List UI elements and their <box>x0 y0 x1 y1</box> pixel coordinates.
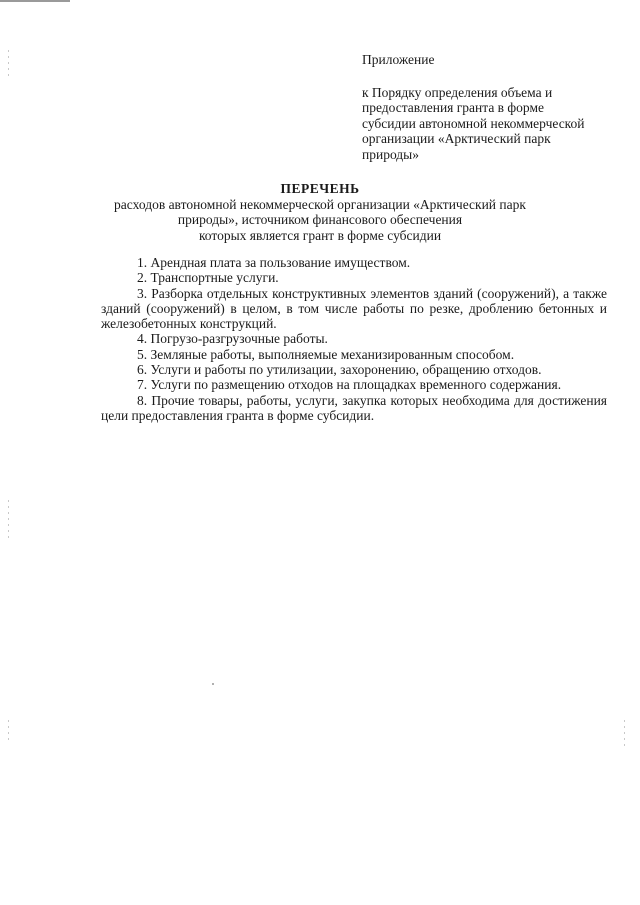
scan-edge-mark <box>0 0 70 2</box>
scan-edge-mark <box>624 720 625 750</box>
list-item: 7. Услуги по размещению отходов на площадках временного содержания. <box>137 377 562 393</box>
heading-title: ПЕРЕЧЕНЬ <box>280 181 360 196</box>
heading-subtitle: расходов автономной некоммерческой организации «Арктический парк природы», источником финансового обеспечения которых является грант в форме субсидии <box>114 196 526 243</box>
list-item: 4. Погрузо-разгрузочные работы. <box>137 331 328 347</box>
list-item: 3. Разборка отдельных конструктивных элементов зданий (сооружений), а также зданий (сооружений) в целом, в том числе работы по резке, дроблению бетонных и железобетонных конструкций. <box>101 285 607 332</box>
list-item: 2. Транспортные услуги. <box>137 270 279 286</box>
expense-list <box>101 255 607 423</box>
scan-edge-mark <box>8 500 9 540</box>
list-item: 8. Прочие товары, работы, услуги, закупка которых необходима для достижения цели предоставления гранта в форме субсидии. <box>101 392 607 423</box>
annex-text: к Порядку определения объема и предоставления гранта в форме субсидии автономной некоммерческой организации «Арктический парк природы» <box>362 84 585 162</box>
list-item: 5. Земляные работы, выполняемые механизированным способом. <box>137 346 515 362</box>
list-item: 1. Арендная плата за пользование имуществом. <box>137 255 411 270</box>
annex-block <box>362 52 612 162</box>
list-item: 6. Услуги и работы по утилизации, захоронению, обращению отходов. <box>137 362 542 378</box>
scan-edge-mark <box>8 720 9 740</box>
scan-edge-mark <box>8 50 9 80</box>
annex-title: Приложение <box>362 52 435 67</box>
document-heading <box>90 181 550 243</box>
scan-dust-dot <box>212 683 214 685</box>
